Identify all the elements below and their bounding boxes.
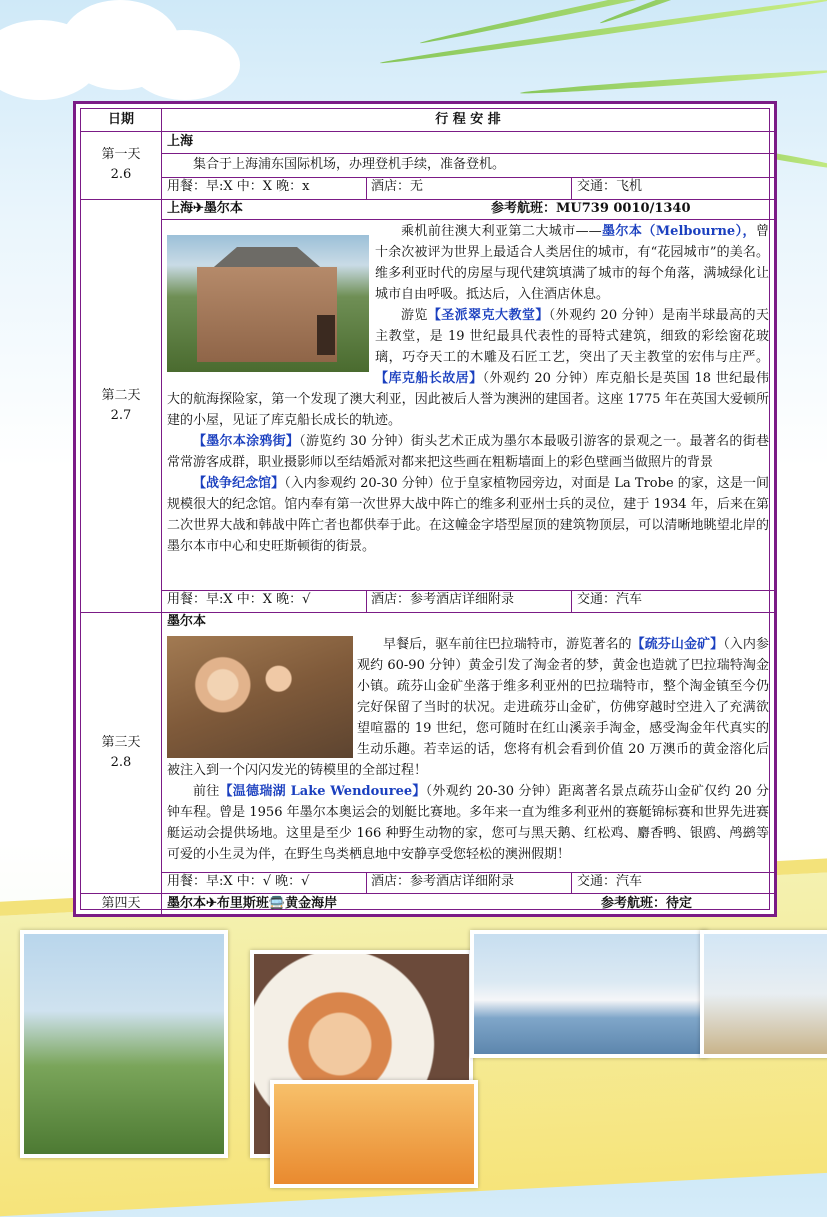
day-2-route: 上海✈墨尔本 [167, 201, 243, 216]
day-2-paragraph: 【墨尔本涂鸦街】（游览约 30 分钟）街头艺术正成为墨尔本最吸引游客的景观之一。最著名的街巷常常游客成群，职业摄影师以至结婚派对都来把这些画在粗粝墙面上的彩色壁画当做照片的背景 [167, 434, 769, 470]
day-4-flight: 参考航班：待定 [601, 896, 693, 911]
day-1-route: 上海 [167, 134, 194, 149]
day-2-paragraph: 乘机前往澳大利亚第二大城市——墨尔本（Melbourne），曾十余次被评为世界上最适合人类居住的城市，有“花园城市”的美名。维多利亚时代的房屋与现代建筑填满了城市的每个角落，满城绿化让城市自由呼吸。抵达后，入住酒店休息。 [375, 224, 769, 302]
day-2-paragraph: 游览【圣派翠克大教堂】（外观约 20 分钟）是南半球最高的天主教堂，是 19 世纪最具代表性的哥特式建筑，细致的彩绘窗花玻璃，巧夺天工的木雕及石匠工艺，突出了天主教堂的宏伟与庄严。【库克船长故居】（外观约 20 分钟）库克船长是英国 18 世纪最伟大的航海探险家，第一个发现了澳大利亚，因此被后人誉为澳洲的建国者。这座 1775 年在英国大爱顿所建的小屋，见证了库克船长成长的轨迹。 [167, 308, 769, 428]
beach-photo [700, 930, 827, 1058]
grass-leaf [520, 68, 827, 96]
day-3-text [167, 634, 769, 865]
day-3-hotel: 酒店：参考酒店详细附录 [371, 874, 515, 889]
day-2-text [167, 221, 769, 557]
day-2-label [81, 199, 161, 612]
cloud-shape [130, 30, 240, 100]
kangaroo-sunset-photo [270, 1080, 478, 1188]
day-1-hotel: 酒店：无 [371, 179, 424, 194]
day-2-content [161, 199, 775, 590]
opera-house-photo [470, 930, 708, 1058]
day-1-description: 集合于上海浦东国际机场，办理登机手续，准备登机。 [193, 157, 506, 172]
day-2-meals: 用餐：早:X 中：X 晚：√ [167, 592, 311, 607]
day-3-meals: 用餐：早:X 中：√ 晚：√ [167, 874, 310, 889]
day-4-label [81, 893, 161, 915]
schedule-header: 行 程 安 排 [435, 112, 501, 127]
day-1-transport: 交通：飞机 [577, 179, 643, 194]
day-2-transport: 交通：汽车 [577, 592, 643, 607]
day-4-route: 墨尔本✈布里斯班🚍黄金海岸 [167, 896, 338, 911]
day-2-flight: 参考航班：MU739 0010/1340 [491, 201, 691, 216]
day-3-transport: 交通：汽车 [577, 874, 643, 889]
day-name: 第三天 [101, 734, 141, 750]
day-2-hotel: 酒店：参考酒店详细附录 [371, 592, 515, 607]
farm-photo [20, 930, 228, 1158]
day-3-paragraph: 前往【温德瑞湖 Lake Wendouree】（外观约 20-30 分钟）距离著名景点疏芬山金矿仅约 20 分钟车程。曾是 1956 年墨尔本奥运会的划艇比赛地。多年来一直为维多利亚州的赛艇锦标赛和世界先进赛艇运动会提供场地。这里是至少 166 种野生动物的家，您可与黑天鹅、红松鸡、麝香鸭、银鸥、鸬鹚等可爱的小生灵为伴，在野生鸟类栖息地中安静享受您轻松的澳洲假期！ [167, 784, 769, 862]
itinerary-frame [73, 101, 777, 917]
day-1-label [81, 131, 161, 199]
day-2-paragraph: 【战争纪念馆】（入内参观约 20-30 分钟）位于皇家植物园旁边，对面是 La Trobe 的家，这是一间规模很大的纪念馆。馆内奉有第一次世界大战中阵亡的维多利亚州士兵的灵位，建于 1934 年，后来在第二次世界大战和韩战中阵亡者也都供奉于此。在这幢金字塔型屋顶的建筑物顶层，可以清晰地眺望北岸的墨尔本市中心和史旺斯顿街的街景。 [167, 476, 769, 554]
day-3-route: 墨尔本 [167, 614, 207, 629]
day-3-paragraph: 早餐后，驱车前往巴拉瑞特市，游览著名的【疏芬山金矿】（入内参观约 60-90 分钟）黄金引发了淘金者的梦，黄金也造就了巴拉瑞特淘金小镇。疏芬山金矿坐落于维多利亚州的巴拉瑞特市，整个淘金镇至今仍完好保留了当时的状况。走进疏芬山金矿，仿佛穿越时空进入了充满欲望喧嚣的 19 世纪，您可随时在红山溪亲手淘金，感受淘金年代真实的生动乐趣。若幸运的话，您将有机会看到价值 20 万澳币的黄金溶化后被注入到一个闪闪发光的铸模里的全部过程！ [167, 637, 769, 778]
day-date: 2.7 [110, 407, 132, 423]
day-name: 第四天 [101, 896, 141, 911]
grass-leaf [380, 0, 827, 66]
day-date: 2.6 [110, 167, 132, 182]
day-date: 2.8 [110, 754, 132, 770]
date-header: 日期 [107, 112, 134, 127]
day-name: 第二天 [101, 387, 141, 403]
day-name: 第一天 [101, 147, 141, 162]
itinerary-table [80, 108, 770, 910]
day-1-meals: 用餐：早:X 中：X 晚：x [167, 179, 310, 194]
day-3-label [81, 612, 161, 893]
day-3-content [161, 612, 775, 872]
